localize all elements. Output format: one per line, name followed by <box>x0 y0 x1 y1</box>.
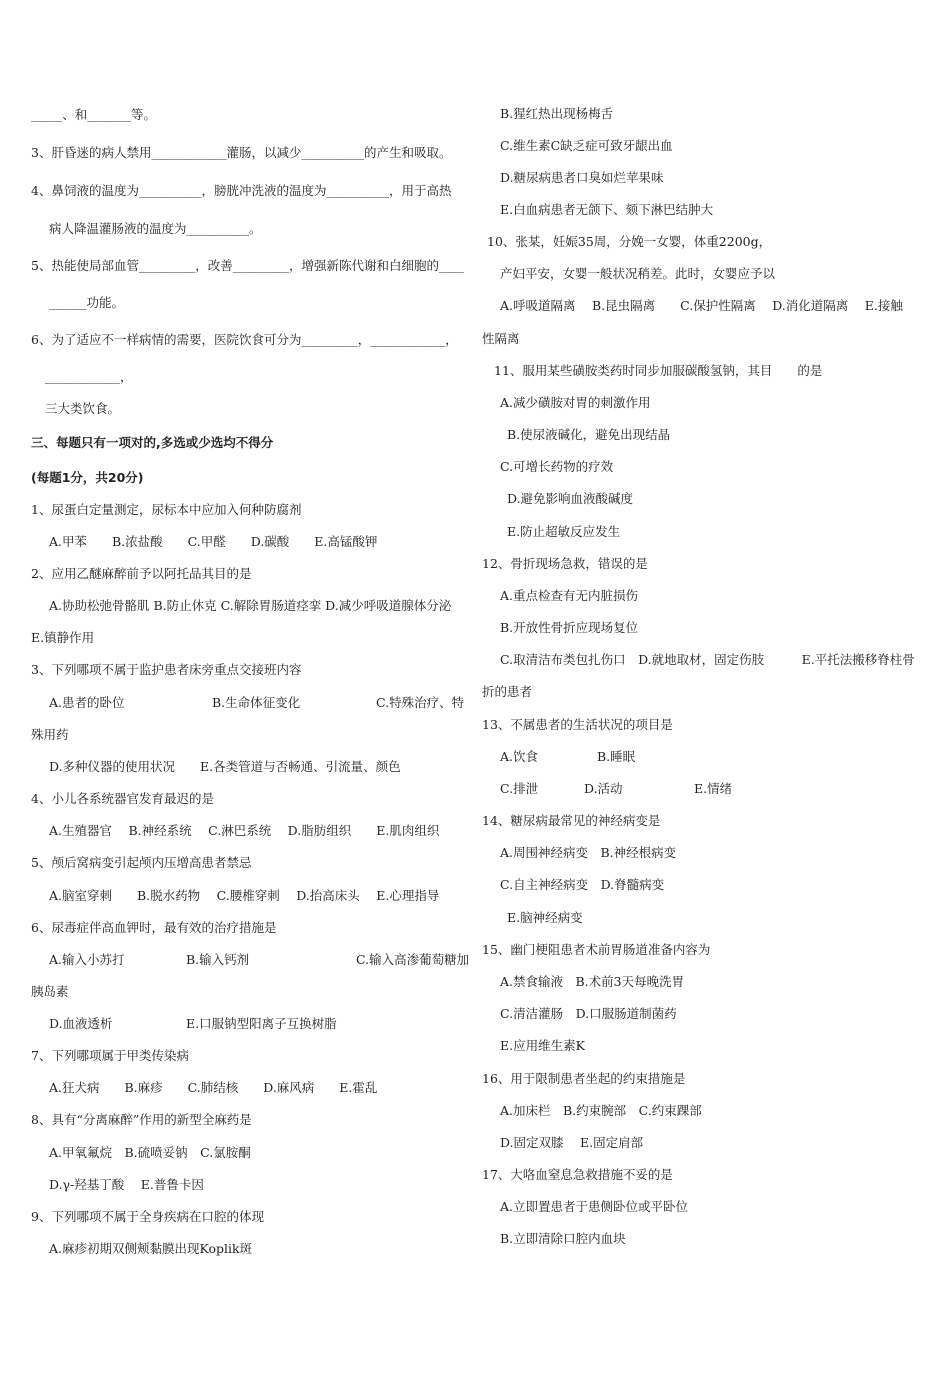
question-text: 12、骨折现场急救，错误的是 <box>482 556 648 571</box>
text-line: 3、肝昏迷的病人禁用____________灌肠，以减少__________的产生和吸取。 <box>31 145 452 160</box>
question-text: 6、尿毒症伴高血钾时，最有效的治疗措施是 <box>31 920 277 935</box>
section-heading: 三、每题只有一项对的,多选或少选均不得分 <box>31 435 274 450</box>
option: A.麻疹初期双侧颊黏膜出现Koplik斑 <box>49 1241 253 1256</box>
option: E.白血病患者无颌下、颏下淋巴结肿大 <box>500 202 714 217</box>
options-line: A.周围神经病变 B.神经根病变 <box>500 845 677 860</box>
option: C.维生素C缺乏症可致牙龈出血 <box>500 138 673 153</box>
options-line: 折的患者 <box>482 684 533 699</box>
options-line: E.镇静作用 <box>31 630 95 645</box>
options-line: A.协助松弛骨骼肌 B.防止休克 C.解除胃肠道痉挛 D.减少呼吸道腺体分泌 <box>49 598 452 613</box>
options-line: C.清洁灌肠 D.口服肠道制菌药 <box>500 1006 677 1021</box>
option: E.情绪 <box>694 781 733 796</box>
question-text: 15、幽门梗阻患者术前胃肠道准备内容为 <box>482 942 711 957</box>
question-text: 16、用于限制患者坐起的约束措施是 <box>482 1071 686 1086</box>
question-text: 17、大咯血窒息急救措施不妥的是 <box>482 1167 673 1182</box>
option: 殊用药 <box>31 727 69 742</box>
option: B.输入钙剂 <box>186 952 250 967</box>
option: 胰岛素 <box>31 984 69 999</box>
text-line: 4、鼻饲液的温度为__________，膀胱冲洗液的温度为__________，用于高热 <box>31 183 452 198</box>
option: A.重点检查有无内脏损伤 <box>500 588 639 603</box>
options-line: C.自主神经病变 D.脊髓病变 <box>500 877 665 892</box>
option: A.输入小苏打 <box>49 952 125 967</box>
options-line: A.脑室穿刺 B.脱水药物 C.腰椎穿刺 D.抬高床头 E.心理指导 <box>49 888 440 903</box>
options-line: 性隔离 <box>482 331 520 346</box>
option: D.活动 <box>584 781 623 796</box>
options-line: A.呼吸道隔离 B.昆虫隔离 C.保护性隔离 D.消化道隔离 E.接触 <box>500 298 903 313</box>
options-line: A.禁食输液 B.术前3天每晚洗胃 <box>500 974 685 989</box>
option: B.生命体征变化 <box>212 695 301 710</box>
option: A.饮食 <box>500 749 539 764</box>
option: A.立即置患者于患侧卧位或平卧位 <box>500 1199 689 1214</box>
options-line: A.生殖器官 B.神经系统 C.淋巴系统 D.脂肪组织 E.肌肉组织 <box>49 823 440 838</box>
options-line: A.甲苯 B.浓盐酸 C.甲醛 D.碳酸 E.高锰酸钾 <box>49 534 378 549</box>
text-line: _____、和_______等。 <box>31 107 157 122</box>
option: C.特殊治疗、特 <box>376 695 465 710</box>
question-text: 10、张某，妊娠35周，分娩一女婴，体重2200g， <box>487 234 772 249</box>
question-text: 3、下列哪项不属于监护患者床旁重点交接班内容 <box>31 662 302 677</box>
option: B.立即清除口腔内血块 <box>500 1231 626 1246</box>
option: C.输入高渗葡萄糖加 <box>356 952 470 967</box>
question-text: 13、不属患者的生活状况的项目是 <box>482 717 673 732</box>
question-text: 11、服用某些磺胺类药时同步加服碳酸氢钠，其目 的是 <box>494 363 823 378</box>
question-text: 8、具有“分离麻醉”作用的新型全麻药是 <box>31 1112 252 1127</box>
text-line: 三大类饮食。 <box>45 401 121 416</box>
option: E.防止超敏反应发生 <box>507 524 621 539</box>
option: B.开放性骨折应现场复位 <box>500 620 639 635</box>
option: A.减少磺胺对胃的刺激作用 <box>500 395 651 410</box>
option: D.血液透析 <box>49 1016 113 1031</box>
question-text: 5、颅后窝病变引起颅内压增高患者禁忌 <box>31 855 252 870</box>
option: A.患者的卧位 <box>49 695 125 710</box>
option: E.脑神经病变 <box>507 910 583 925</box>
question-text: 14、糖尿病最常见的神经病变是 <box>482 813 661 828</box>
options-line: D.固定双膝 E.固定肩部 <box>500 1135 644 1150</box>
option: D.避免影响血液酸碱度 <box>507 491 634 506</box>
options-line: A.狂犬病 B.麻疹 C.肺结核 D.麻风病 E.霍乱 <box>49 1080 378 1095</box>
option: C.可增长药物的疗效 <box>500 459 614 474</box>
text-line: 病人降温灌肠液的温度为__________。 <box>49 221 262 236</box>
text-line: 5、热能使局部血管_________，改善_________，增强新陈代谢和白细胞的____ <box>31 258 464 273</box>
text-line: ____________， <box>45 369 133 384</box>
text-line: ______功能。 <box>49 295 125 310</box>
option: E.应用维生素K <box>500 1038 585 1053</box>
question-text: 产妇平安，女婴一般状况稍差。此时，女婴应予以 <box>500 266 776 281</box>
question-text: 2、应用乙醚麻醉前予以阿托品其目的是 <box>31 566 252 581</box>
question-text: 9、下列哪项不属于全身疾病在口腔的体现 <box>31 1209 264 1224</box>
options-line: C.取清洁布类包扎伤口 D.就地取材，固定伤肢 E.平托法搬移脊柱骨 <box>500 652 915 667</box>
options-line: D.多种仪器的使用状况 E.各类管道与否畅通、引流量、颜色 <box>49 759 401 774</box>
options-line: D.γ-羟基丁酸 E.普鲁卡因 <box>49 1177 204 1192</box>
options-line: A.加床栏 B.约束腕部 C.约束踝部 <box>500 1103 702 1118</box>
question-text: 4、小儿各系统器官发育最迟的是 <box>31 791 214 806</box>
option: B.猩红热出现杨梅舌 <box>500 106 614 121</box>
question-text: 7、下列哪项属于甲类传染病 <box>31 1048 189 1063</box>
option: B.睡眠 <box>597 749 636 764</box>
option: C.排泄 <box>500 781 539 796</box>
option: D.糖尿病患者口臭如烂苹果味 <box>500 170 664 185</box>
options-line: A.甲氧氟烷 B.硫喷妥钠 C.氯胺酮 <box>49 1145 251 1160</box>
section-subheading: (每题1分，共20分) <box>31 470 144 485</box>
text-line: 6、为了适应不一样病情的需要，医院饮食可分为_________，____________， <box>31 332 458 347</box>
option: B.使尿液碱化，避免出现结晶 <box>507 427 671 442</box>
option: E.口服钠型阳离子互换树脂 <box>186 1016 337 1031</box>
question-text: 1、尿蛋白定量测定，尿标本中应加入何种防腐剂 <box>31 502 302 517</box>
